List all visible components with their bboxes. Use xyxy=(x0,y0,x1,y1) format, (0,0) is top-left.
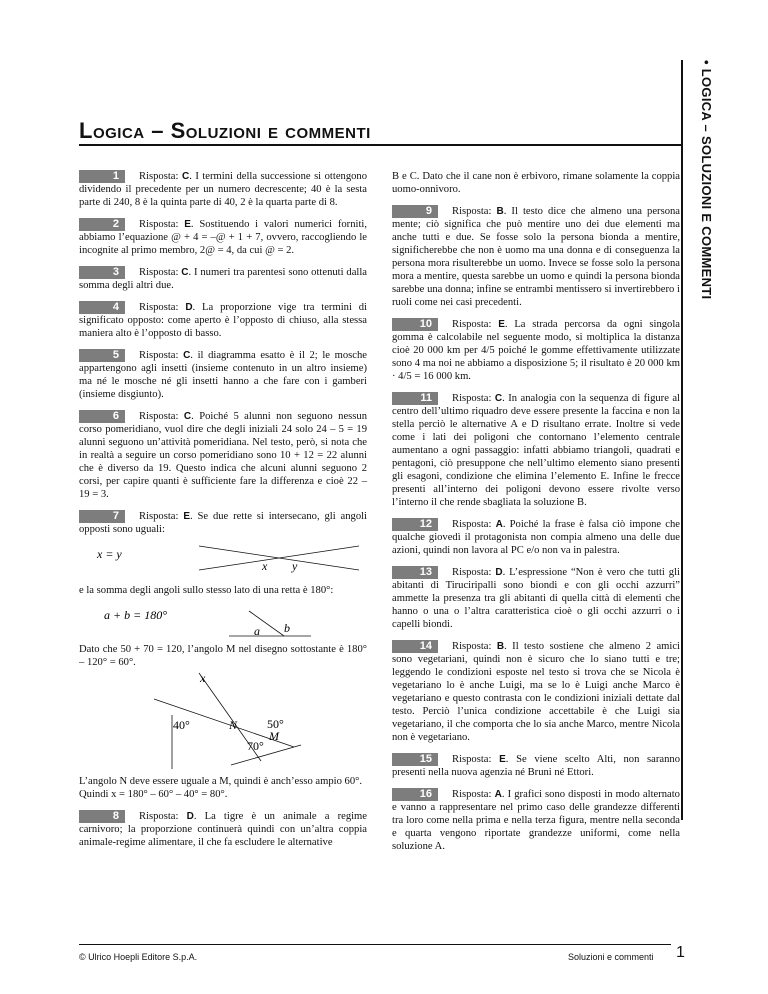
answer-text: . Sostituendo i valori numerici forniti, abbiamo l’equazione @ + 4 = –@ + 1 + 7, ovvero, raccogliendo le incognite al primo membro, 2@ = 4, da cui @ = 2. xyxy=(79,219,367,256)
figure-supplementary-angles xyxy=(79,599,367,643)
answer-item xyxy=(79,170,367,209)
answer-item xyxy=(392,518,680,557)
left-column xyxy=(79,170,367,858)
supplementary-angles-diagram xyxy=(79,599,367,643)
answer-letter: E xyxy=(183,511,190,522)
answer-text: . In analogia con la sequenza di figure al centro dell’ultimo riquadro deve essere presente la faccina e non la stella perciò le alternative A e D risultano errate. Inoltre si vede come i lati dei poligoni che contornano l’elemento centrale aumentano a ogni passaggio: infatti abbiamo triangoli, quadrati e pentagoni, ciò presuppone che nell’ultimo elemento siano presenti gli esagoni, condizione che elimina l’elemento E. Infine le frecce presenti all’interno dei poligoni devono essere rivolte verso l’interno il che rende sbagliata la soluzione B. xyxy=(392,393,680,508)
answer-text: . I grafici sono disposti in modo alternato e vanno a rappresentare nel primo caso delle grandezze differenti tra loro come nella prima e nella terza figura, mentre nella seconda e quarta vengono riportate grandezze uniformi, come nella soluzione A. xyxy=(392,789,680,852)
answer-text: . Se viene scelto Alti, non saranno presenti nella nuova agenzia né Bruni né Ettori. xyxy=(392,754,680,778)
answer-letter: B xyxy=(496,641,505,652)
answer-lead: Risposta: xyxy=(452,567,492,578)
answer-letter: C xyxy=(183,350,191,361)
answer-lead: Risposta: xyxy=(139,267,179,278)
answer-lead: Risposta: xyxy=(452,641,492,652)
answer-lead: Risposta: xyxy=(452,393,492,404)
answer-lead: Risposta: xyxy=(139,219,179,230)
answer-text: . Il testo sostiene che almeno 2 amici sono vegetariani, quindi non è sicuro che lo siano tutti e tre; leggendo le condizioni esposte nel testo si trova che se Nicola è vegetariano lo è anche Luigi, ma se lo è Luigi anche Marco è vegetariano e questo contrasta con le condizioni iniziali dettate dal testo. Perciò l’unica condizione accettabile è che Luigi sia vegetariano, il che comporta che lo sia anche Marco, mentre Nicola non è vegetariano. xyxy=(392,641,680,743)
answer-text: . L’espressione “Non è vero che tutti gli abitanti di Tiruciripalli sono biondi e con gli occhi azzurri” ammette la presenza tra gli abitanti di quella città di elementi che hanno o una o l’altra caratteristica cioè o gli occhi azzurri o i capelli biondi. xyxy=(392,567,680,630)
answer-text: . La tigre è un animale a regime carnivoro; la proporzione continuerà quindi con un’altra coppia animale-regime alimentare, il che fa escludere le alternative xyxy=(79,811,368,848)
question-number: 1 xyxy=(79,170,125,183)
answer-item xyxy=(79,410,367,501)
answer-item xyxy=(79,218,367,257)
answer-letter: E xyxy=(499,754,506,765)
paragraph: Quindi x = 180° – 60° – 40° = 80°. xyxy=(79,789,228,800)
question-number: 3 xyxy=(79,266,125,279)
paragraph: L’angolo N deve essere uguale a M, quindi è anch’esso ampio 60°. xyxy=(79,776,363,787)
answer-letter: A xyxy=(495,519,503,530)
answer-lead: Risposta: xyxy=(452,519,492,530)
answer-lead: Risposta: xyxy=(139,350,179,361)
answer-letter: D xyxy=(495,567,503,578)
answer-lead: Risposta: xyxy=(139,302,179,313)
paragraph-continued: B e C. Dato che il cane non è erbivoro, rimane solamente la coppia uomo-onnivoro. xyxy=(392,171,680,195)
question-number: 4 xyxy=(79,301,125,314)
question-number: 5 xyxy=(79,349,125,362)
answer-lead: Risposta: xyxy=(139,811,179,822)
answer-letter: E xyxy=(184,219,191,230)
answer-letter: A xyxy=(494,789,502,800)
opposite-angles-diagram xyxy=(79,540,367,584)
answer-item xyxy=(392,205,680,309)
question-number: 2 xyxy=(79,218,125,231)
answer-letter: C xyxy=(181,171,190,182)
answer-item xyxy=(79,349,367,401)
question-number: 11 xyxy=(392,392,438,405)
paragraph: e la somma degli angoli sullo stesso lato di una retta è 180°: xyxy=(79,585,334,596)
answer-letter: D xyxy=(186,811,194,822)
answer-text: . Poiché la frase è falsa ciò impone che qualche giovedì il protagonista non compia almeno una delle due azioni, quindi non lavora al PC e/o non va in palestra. xyxy=(392,519,680,556)
angle-50: 50° xyxy=(267,717,284,731)
answer-text: . Poiché 5 alunni non seguono nessun corso pomeridiano, vuol dire che degli iniziali 24 solo 24 – 5 = 19 alunni seguono un’attività pomeridiana. Nel testo, però, si nota che in realtà a seguire un corso pomeridiano sono 10 + 12 = 22 alunni che è diverso da 19. Questo indica che alcuni alunni seguono 2 corsi, per capire quanti è sufficiente fare la differenza e cioè 22 – 19 = 3. xyxy=(79,411,367,500)
side-section-label: • LOGICA – SOLUZIONI E COMMENTI xyxy=(699,60,714,300)
question-number: 7 xyxy=(79,510,125,523)
answer-item xyxy=(392,640,680,744)
label-b: b xyxy=(284,621,290,635)
answer-item xyxy=(79,810,367,849)
angle-40: 40° xyxy=(173,718,190,732)
title-divider xyxy=(79,144,681,146)
answer-text: . Se due rette si intersecano, gli angoli opposti sono uguali: xyxy=(79,511,367,535)
answer-letter: E xyxy=(498,319,505,330)
figure-opposite-angles xyxy=(79,540,367,584)
question-number: 12 xyxy=(392,518,438,531)
answer-letter: C xyxy=(494,393,503,404)
answer-text: . Il testo dice che almeno una persona mente; ciò significa che può mentire uno dei due elementi ma anche tutti e due. Se fosse solo la persona bionda a mentire, significherebbe che non è uomo ma una donna e di conseguenza la persona mora risulterebbe un uomo. Invece se fosse solo la persona mora a mentire, questa sarebbe un uomo e quindi la persona bionda sarebbe una donna; infine se entrambi mentissero si invertirebbero i ruoli come nei casi precedenti. xyxy=(392,206,680,308)
answer-item xyxy=(79,301,367,340)
right-column xyxy=(392,170,680,862)
question-number: 14 xyxy=(392,640,438,653)
answer-item xyxy=(392,318,680,383)
question-number: 9 xyxy=(392,205,438,218)
label-x: x xyxy=(200,671,206,685)
answer-text: . La proporzione vige tra termini di significato opposto: come aperto è l’opposto di chiuso, alla stessa maniera alto è l’opposto di basso. xyxy=(79,302,367,339)
line xyxy=(231,745,301,765)
question-number: 8 xyxy=(79,810,125,823)
formula-x-equals-y: x = y xyxy=(97,547,122,561)
answer-item xyxy=(392,392,680,509)
label-n: N xyxy=(229,718,238,732)
footer-section: Soluzioni e commenti xyxy=(568,952,654,962)
triangle-angles-diagram xyxy=(79,671,367,775)
page-number: 1 xyxy=(676,944,685,961)
answer-lead: Risposta: xyxy=(139,511,179,522)
question-number: 6 xyxy=(79,410,125,423)
answer-text: . I termini della successione si ottengono dividendo il precedente per un numero decrescente; 40 è la sesta parte di 240, 8 è la quinta parte di 40, 2 è la quarta parte di 8. xyxy=(79,171,368,208)
label-m: M xyxy=(269,729,279,743)
paragraph: Dato che 50 + 70 = 120, l’angolo M nel disegno sottostante è 180° – 120° = 60°. xyxy=(79,644,367,668)
answer-item xyxy=(79,266,367,292)
question-number: 15 xyxy=(392,753,438,766)
label-a: a xyxy=(254,624,260,638)
answer-item xyxy=(392,788,680,853)
answer-text: . La strada percorsa da ogni singola gomma è calcolabile nel seguente modo, si moltiplica la distanza cioè 20 000 km per 4/5 poiché le gomme effettivamente utilizzate sono 4 ma noi ne abbiamo a disposizione 5; il risultato è 20 000 km · 4/5 = 16 000 km. xyxy=(392,319,680,382)
answer-text: . il diagramma esatto è il 2; le mosche appartengono agli insetti (insieme contenuto in un altro insieme) ma né le mosche né gli insetti hanno a che fare con i gamberi (insieme disgiunto). xyxy=(79,350,367,400)
angle-70: 70° xyxy=(247,739,264,753)
footer-publisher: © Ulrico Hoepli Editore S.p.A. xyxy=(79,952,198,962)
side-divider xyxy=(681,60,683,820)
answer-item xyxy=(392,753,680,779)
label-y: y xyxy=(292,559,298,573)
question-number: 16 xyxy=(392,788,438,801)
answer-item xyxy=(79,510,367,536)
question-number: 13 xyxy=(392,566,438,579)
page-title: Logica – Soluzioni e commenti xyxy=(79,118,371,143)
footer-divider xyxy=(79,944,671,945)
question-number: 10 xyxy=(392,318,438,331)
answer-letter: C xyxy=(181,267,189,278)
answer-lead: Risposta: xyxy=(452,319,492,330)
answer-letter: C xyxy=(183,411,192,422)
answer-lead: Risposta: xyxy=(452,206,492,217)
answer-letter: D xyxy=(185,302,193,313)
answer-lead: Risposta: xyxy=(452,789,492,800)
figure-triangle-angles xyxy=(79,671,367,775)
answer-letter: B xyxy=(496,206,504,217)
label-x: x xyxy=(262,559,268,573)
answer-lead: Risposta: xyxy=(139,411,179,422)
answer-lead: Risposta: xyxy=(452,754,492,765)
formula-a-plus-b: a + b = 180° xyxy=(104,608,167,622)
answer-item xyxy=(392,566,680,631)
answer-text: . I numeri tra parentesi sono ottenuti dalla somma degli altri due. xyxy=(79,267,367,291)
answer-lead: Risposta: xyxy=(139,171,179,182)
